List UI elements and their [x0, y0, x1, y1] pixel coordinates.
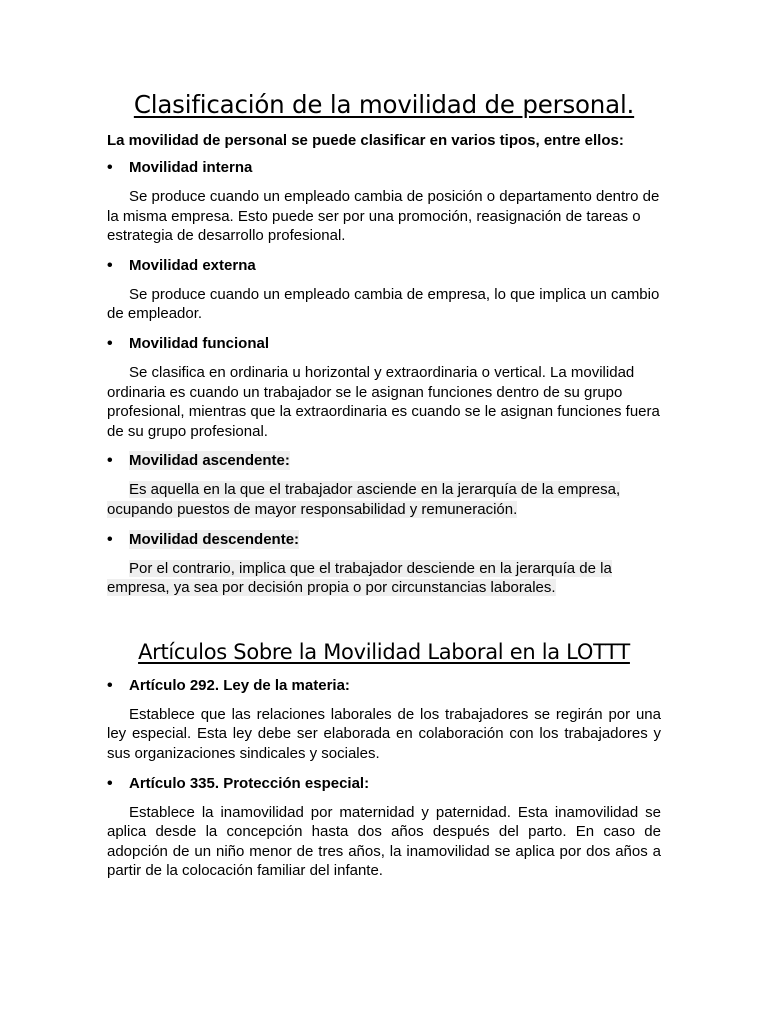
- item-text: Se produce cuando un empleado cambia de posición o departamento dentro de la misma empresa. Esto puede ser por una promoción, reasignación de tareas o estrategia de desarrollo profesional.: [107, 188, 660, 245]
- item-heading: Movilidad ascendente:: [129, 452, 290, 470]
- list-item-movilidad-interna: [107, 158, 661, 246]
- item-heading: Movilidad externa: [129, 256, 256, 274]
- item-text: Por el contrario, implica que el trabajador desciende en la jerarquía de la empresa, ya sea por decisión propia o por circunstancias laborales.: [107, 559, 612, 597]
- item-text: Establece que las relaciones laborales de los trabajadores se regirán por una ley especial. Esta ley debe ser elaborada en colaboración con los trabajadores y sus organizaciones sindicales y sociales.: [107, 705, 661, 762]
- item-text: Se clasifica en ordinaria u horizontal y extraordinaria o vertical. La movilidad ordinaria es cuando un trabajador se le asignan funciones dentro de su grupo profesional, mientras que la extraordinaria es cuando se le asignan funciones fuera de su grupo profesional.: [107, 363, 660, 440]
- item-text: Se produce cuando un empleado cambia de empresa, lo que implica un cambio de empleador.: [107, 285, 660, 323]
- bullet-icon: •: [107, 676, 113, 694]
- item-text: Es aquella en la que el trabajador asciende en la jerarquía de la empresa, ocupando puestos de mayor responsabilidad y remuneración.: [107, 481, 621, 518]
- list-item-articulo-335: [107, 774, 661, 881]
- item-text: Establece la inamovilidad por maternidad y paternidad. Esta inamovilidad se aplica desde la concepción hasta dos años después del parto. En caso de adopción de un niño menor de tres años, la inamovilidad se aplica por dos años a partir de la colocación familiar del infante.: [107, 803, 661, 880]
- intro-text: La movilidad de personal se puede clasificar en varios tipos, entre ellos:: [107, 132, 624, 149]
- list-item-movilidad-ascendente: [107, 451, 661, 519]
- section-title: Artículos Sobre la Movilidad Laboral en la LOTTT: [138, 639, 630, 664]
- bullet-icon: •: [107, 159, 113, 176]
- list-item-movilidad-funcional: [107, 334, 661, 441]
- bullet-icon: •: [107, 256, 113, 274]
- page-title: Clasificación de la movilidad de personal.: [133, 90, 635, 119]
- item-heading: Artículo 292. Ley de la materia:: [129, 676, 350, 694]
- list-item-movilidad-descendente: [107, 530, 661, 598]
- item-heading: Movilidad interna: [129, 159, 253, 176]
- list-item-articulo-292: [107, 676, 661, 764]
- item-heading: Movilidad descendente:: [129, 530, 300, 548]
- item-heading: Movilidad funcional: [129, 334, 270, 352]
- bullet-icon: •: [107, 334, 113, 352]
- bullet-icon: •: [107, 530, 113, 548]
- bullet-icon: •: [107, 774, 113, 792]
- document-content: [107, 90, 661, 891]
- list-item-movilidad-externa: [107, 256, 661, 324]
- item-heading: Artículo 335. Protección especial:: [129, 774, 370, 792]
- bullet-icon: •: [107, 452, 113, 470]
